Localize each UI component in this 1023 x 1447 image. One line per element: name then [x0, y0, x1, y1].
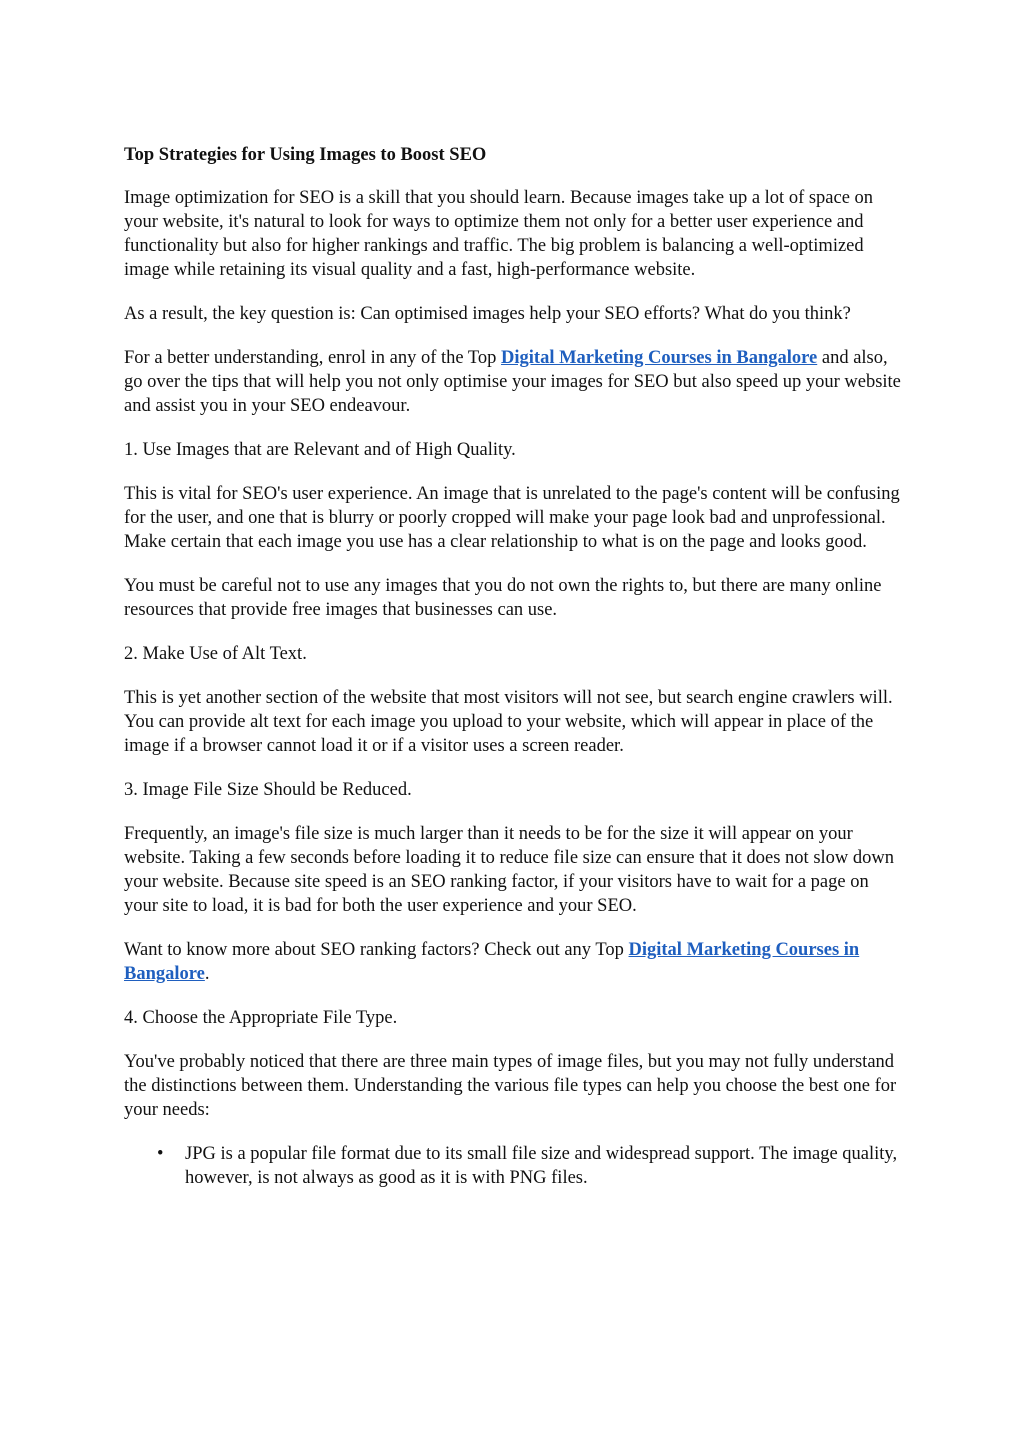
paragraph-image-rights: You must be careful not to use any images that you do not own the rights to, but there are many online resources that provide free images that businesses can use.	[124, 576, 882, 620]
paragraph-tip-3: Frequently, an image's file size is much larger than it needs to be for the size it will appear on your website. Taking a few seconds before loading it to reduce file size can ensure that it does not slow down your website. Because site speed is an SEO ranking factor, if your visitors have to wait for a page on your site to load, it is bad for both the user experience and your SEO.	[124, 824, 894, 916]
paragraph-enrol-text-before: For a better understanding, enrol in any of the Top	[124, 348, 502, 368]
heading-tip-1: 1. Use Images that are Relevant and of High Quality.	[124, 440, 516, 460]
document-body	[124, 143, 902, 1190]
file-type-list	[124, 1142, 902, 1190]
paragraph-ranking-text-before: Want to know more about SEO ranking factors? Check out any Top	[124, 940, 629, 960]
paragraph-ranking-factors	[124, 938, 902, 986]
paragraph-tip-2: This is yet another section of the website that most visitors will not see, but search engine crawlers will. You can provide alt text for each image you upload to your website, which will appear in place of the image if a browser cannot load it or if a visitor uses a screen reader.	[124, 688, 893, 756]
paragraph-tip-1: This is vital for SEO's user experience. An image that is unrelated to the page's content will be confusing for the user, and one that is blurry or poorly cropped will make your page look bad and unprofessional. Make certain that each image you use has a clear relationship to what is on the page and looks good.	[124, 484, 900, 552]
bullet-icon: •	[157, 1144, 164, 1164]
paragraph-intro: Image optimization for SEO is a skill that you should learn. Because images take up a lot of space on your website, it's natural to look for ways to optimize them not only for a better user experience and functionality but also for higher rankings and traffic. The big problem is balancing a well-optimized image while retaining its visual quality and a fast, high-performance website.	[124, 188, 874, 280]
list-item	[124, 1142, 902, 1190]
paragraph-tip-4: You've probably noticed that there are three main types of image files, but you may not fully understand the distinctions between them. Understanding the various file types can help you choose the best one for your needs:	[124, 1052, 897, 1120]
paragraph-enrol-text-after: and also, go over the tips that will help you not only optimise your images for SEO but also speed up your website and assist you in your SEO endeavour.	[124, 348, 901, 416]
list-item-text: JPG is a popular file format due to its small file size and widespread support. The image quality, however, is not always as good as it is with PNG files.	[185, 1144, 898, 1188]
heading-tip-3: 3. Image File Size Should be Reduced.	[124, 780, 412, 800]
heading-tip-4: 4. Choose the Appropriate File Type.	[124, 1008, 398, 1028]
paragraph-key-question: As a result, the key question is: Can optimised images help your SEO efforts? What do you think?	[124, 304, 851, 324]
paragraph-enrol	[124, 346, 902, 418]
heading-tip-2: 2. Make Use of Alt Text.	[124, 644, 307, 664]
digital-marketing-courses-link-2[interactable]: Digital Marketing Courses in Bangalore	[124, 940, 860, 984]
digital-marketing-courses-link-1[interactable]: Digital Marketing Courses in Bangalore	[501, 348, 818, 368]
paragraph-ranking-text-after: .	[204, 964, 210, 984]
document-title: Top Strategies for Using Images to Boost SEO	[124, 145, 487, 165]
